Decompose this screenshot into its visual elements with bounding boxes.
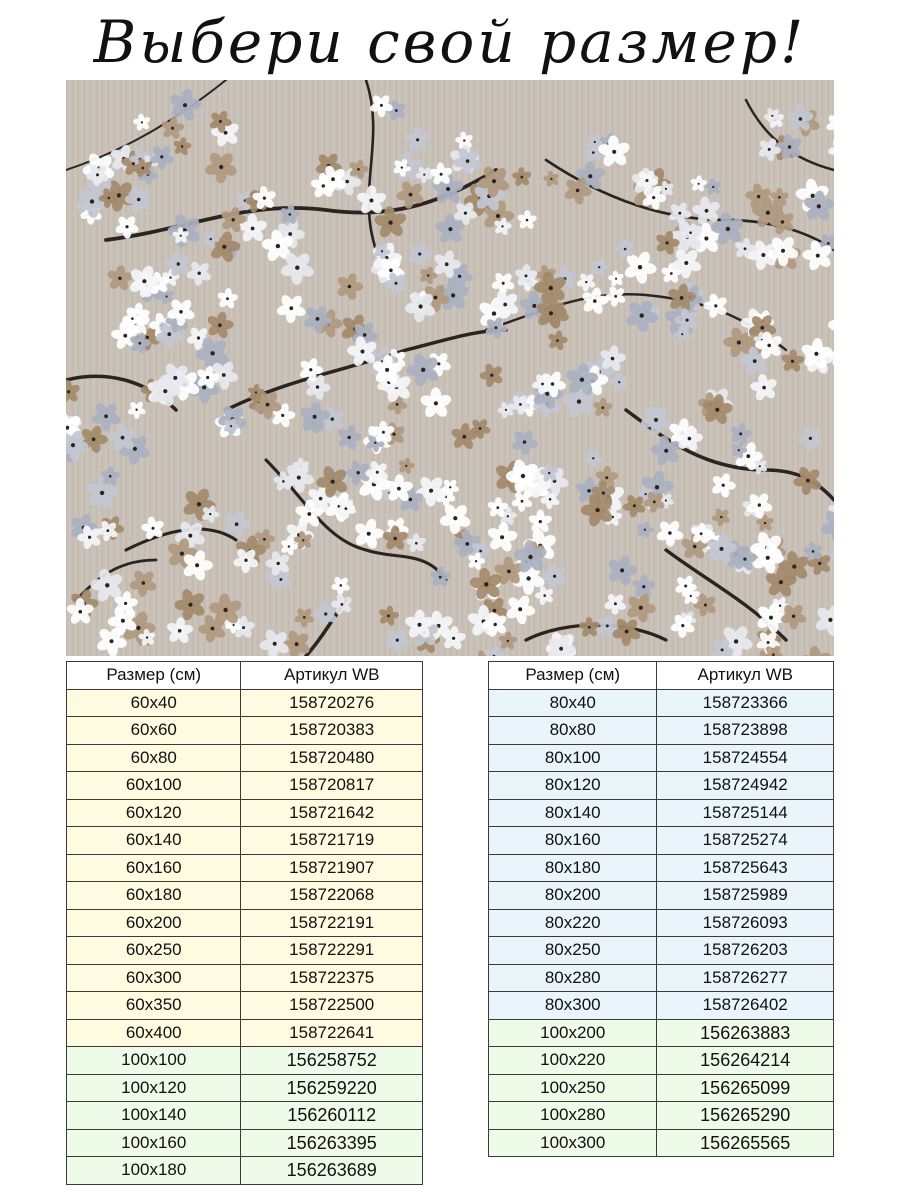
table-row xyxy=(489,717,834,745)
size-cell: 80x40 xyxy=(489,689,657,717)
size-cell: 60x120 xyxy=(67,799,241,827)
article-cell: 158726402 xyxy=(657,992,834,1020)
size-table-left xyxy=(66,661,423,1185)
size-cell: 100x120 xyxy=(67,1074,241,1102)
size-cell: 80x300 xyxy=(489,992,657,1020)
table-row xyxy=(67,882,423,910)
size-cell: 60x40 xyxy=(67,689,241,717)
column-header-size: Размер (см) xyxy=(489,662,657,690)
size-cell: 60x350 xyxy=(67,992,241,1020)
article-cell: 158721642 xyxy=(241,799,423,827)
table-row xyxy=(489,992,834,1020)
article-cell: 158725144 xyxy=(657,799,834,827)
size-cell: 60x180 xyxy=(67,882,241,910)
article-cell: 156265565 xyxy=(657,1129,834,1157)
article-cell: 158726203 xyxy=(657,937,834,965)
table-row xyxy=(489,909,834,937)
table-row xyxy=(489,1129,834,1157)
table-row xyxy=(67,1129,423,1157)
table-row xyxy=(67,772,423,800)
size-cell: 100x200 xyxy=(489,1019,657,1047)
size-cell: 60x300 xyxy=(67,964,241,992)
table-row xyxy=(489,1047,834,1075)
table-row xyxy=(67,964,423,992)
size-cell: 80x250 xyxy=(489,937,657,965)
table-header-row xyxy=(67,662,423,690)
size-cell: 60x80 xyxy=(67,744,241,772)
article-cell: 156263689 xyxy=(241,1157,423,1185)
size-cell: 60x160 xyxy=(67,854,241,882)
size-cell: 100x220 xyxy=(489,1047,657,1075)
size-cell: 80x140 xyxy=(489,799,657,827)
article-cell: 158722641 xyxy=(241,1019,423,1047)
article-cell: 156258752 xyxy=(241,1047,423,1075)
table-row xyxy=(489,882,834,910)
table-row xyxy=(489,937,834,965)
size-cell: 80x280 xyxy=(489,964,657,992)
article-cell: 156260112 xyxy=(241,1102,423,1130)
article-cell: 158720383 xyxy=(241,717,423,745)
size-cell: 100x160 xyxy=(67,1129,241,1157)
table-row xyxy=(67,1019,423,1047)
column-header-article: Артикул WB xyxy=(241,662,423,690)
article-cell: 158724942 xyxy=(657,772,834,800)
article-cell: 158721907 xyxy=(241,854,423,882)
column-header-size: Размер (см) xyxy=(67,662,241,690)
table-row xyxy=(67,717,423,745)
size-cell: 80x200 xyxy=(489,882,657,910)
article-cell: 158725643 xyxy=(657,854,834,882)
table-row xyxy=(67,1102,423,1130)
article-cell: 158722375 xyxy=(241,964,423,992)
article-cell: 158723898 xyxy=(657,717,834,745)
article-cell: 158725989 xyxy=(657,882,834,910)
article-cell: 158720817 xyxy=(241,772,423,800)
table-row xyxy=(67,689,423,717)
table-row xyxy=(67,799,423,827)
size-cell: 80x220 xyxy=(489,909,657,937)
size-cell: 80x80 xyxy=(489,717,657,745)
article-cell: 156265290 xyxy=(657,1102,834,1130)
size-cell: 100x140 xyxy=(67,1102,241,1130)
article-cell: 156265099 xyxy=(657,1074,834,1102)
size-cell: 100x100 xyxy=(67,1047,241,1075)
table-row xyxy=(489,799,834,827)
size-cell: 60x100 xyxy=(67,772,241,800)
article-cell: 158726093 xyxy=(657,909,834,937)
table-row xyxy=(67,992,423,1020)
table-row xyxy=(489,772,834,800)
table-row xyxy=(489,744,834,772)
article-cell: 158722500 xyxy=(241,992,423,1020)
size-cell: 80x160 xyxy=(489,827,657,855)
size-cell: 80x120 xyxy=(489,772,657,800)
cherry-blossom-pattern xyxy=(66,80,834,656)
article-cell: 156264214 xyxy=(657,1047,834,1075)
size-cell: 100x250 xyxy=(489,1074,657,1102)
size-cell: 60x400 xyxy=(67,1019,241,1047)
article-cell: 158722191 xyxy=(241,909,423,937)
article-cell: 156263883 xyxy=(657,1019,834,1047)
size-table-right xyxy=(488,661,834,1157)
table-row xyxy=(489,1074,834,1102)
article-cell: 158721719 xyxy=(241,827,423,855)
table-row xyxy=(489,1019,834,1047)
table-row xyxy=(67,909,423,937)
article-cell: 158723366 xyxy=(657,689,834,717)
size-cell: 100x280 xyxy=(489,1102,657,1130)
size-cell: 80x180 xyxy=(489,854,657,882)
article-cell: 156263395 xyxy=(241,1129,423,1157)
table-row xyxy=(67,827,423,855)
size-cell: 60x250 xyxy=(67,937,241,965)
table-header-row xyxy=(489,662,834,690)
article-cell: 158720480 xyxy=(241,744,423,772)
table-row xyxy=(67,1074,423,1102)
article-cell: 158722068 xyxy=(241,882,423,910)
table-row xyxy=(67,937,423,965)
size-cell: 100x300 xyxy=(489,1129,657,1157)
article-cell: 158725274 xyxy=(657,827,834,855)
table-row xyxy=(489,1102,834,1130)
table-row xyxy=(67,1047,423,1075)
size-cell: 60x140 xyxy=(67,827,241,855)
size-cell: 100x180 xyxy=(67,1157,241,1185)
article-cell: 158726277 xyxy=(657,964,834,992)
table-row xyxy=(489,964,834,992)
size-cell: 80x100 xyxy=(489,744,657,772)
table-row xyxy=(489,689,834,717)
page-title: Выбери свой размер! xyxy=(93,8,807,76)
article-cell: 158722291 xyxy=(241,937,423,965)
article-cell: 158720276 xyxy=(241,689,423,717)
article-cell: 158724554 xyxy=(657,744,834,772)
column-header-article: Артикул WB xyxy=(657,662,834,690)
cherry-blossom-fabric-photo xyxy=(66,80,834,656)
article-cell: 156259220 xyxy=(241,1074,423,1102)
table-row xyxy=(67,744,423,772)
size-cell: 60x60 xyxy=(67,717,241,745)
table-row xyxy=(489,827,834,855)
table-row xyxy=(67,1157,423,1185)
size-cell: 60x200 xyxy=(67,909,241,937)
table-row xyxy=(489,854,834,882)
table-row xyxy=(67,854,423,882)
